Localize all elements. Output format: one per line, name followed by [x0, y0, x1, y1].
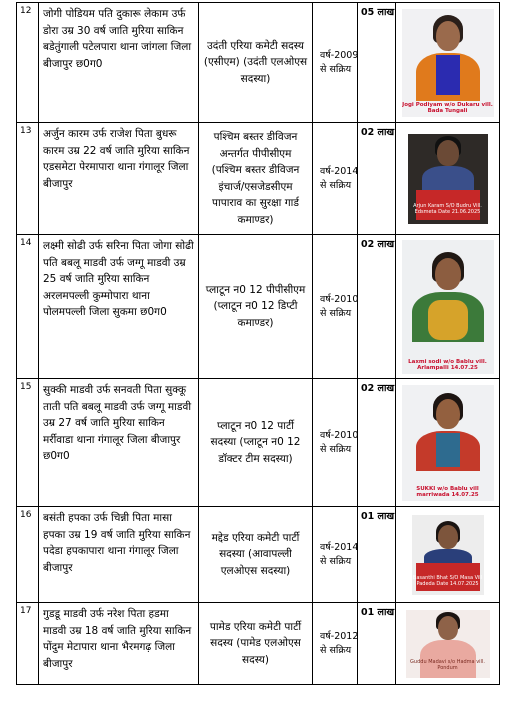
cadre-photo	[402, 9, 494, 117]
table-row	[17, 603, 500, 685]
surrendered-cadre-table	[16, 2, 500, 685]
bounty-amount: 02 लाख	[358, 235, 396, 379]
serial-number: 16	[17, 507, 39, 603]
table-row	[17, 379, 500, 507]
active-since: वर्ष-2012 से सक्रिय	[313, 603, 358, 685]
active-since: वर्ष-2014 से सक्रिय	[313, 123, 358, 235]
active-since: वर्ष-2009 से सक्रिय	[313, 3, 358, 123]
serial-number: 17	[17, 603, 39, 685]
cadre-post: मद्देड एरिया कमेटी पार्टी सदस्या (आवापल्ली एलओएस सदस्या)	[199, 507, 313, 603]
table-row	[17, 507, 500, 603]
serial-number: 14	[17, 235, 39, 379]
photo-caption: Jogi Podiyam w/o Dukaru vill. Bada Tungali	[402, 101, 493, 114]
photo-caption: SUKKI w/o Bablu vill marriwada 14.07.25	[416, 485, 479, 498]
cadre-photo	[408, 134, 488, 224]
photo-caption: Laxmi sodi w/o Bablu vill. Arlampalli 14.07.25	[408, 358, 487, 371]
cadre-photo	[402, 385, 494, 501]
cadre-post: उदंती एरिया कमेटी सदस्य (एसीएम) (उदंती एलओएस सदस्या)	[199, 3, 313, 123]
cadre-post: प्लाटून न0 12 पार्टी सदस्या (प्लाटून न0 12 डॉक्टर टीम सदस्या)	[199, 379, 313, 507]
active-since: वर्ष-2014 से सक्रिय	[313, 507, 358, 603]
cadre-description: गुडडू माडवी उर्फ नरेश पिता हडमा माडवी उम्र 18 वर्ष जाति मुरिया साकिन पोंदुम मेटापारा थाना भैरमगढ़ जिला बीजापुर	[39, 603, 199, 685]
bounty-amount: 01 लाख	[358, 507, 396, 603]
cadre-post: पामेड एरिया कमेटी पार्टी सदस्य (पामेड एलओएस सदस्य)	[199, 603, 313, 685]
cadre-description: जोगी पोडियम पति दुकारू लेकाम उर्फ डोरा उम्र 30 वर्ष जाति मुरिया साकिन बडेतुंगाली पटेलपारा थाना जांगला जिला बीजापुर छ0ग0	[39, 3, 199, 123]
cadre-description: लक्ष्मी सोढी उर्फ सरिना पिता जोगा सोढी पति बबलू माडवी उर्फ जग्गू माडवी उम्र 25 वर्ष जाति मुरिया साकिन अरलमपल्ली कुम्मोपारा थाना पोलमपल्ली जिला सुकमा छ0ग0	[39, 235, 199, 379]
cadre-description: सुक्की माडवी उर्फ सनवती पिता सुक्कू ताती पति बबलू माडवी उर्फ जग्गू माडवी उम्र 27 वर्ष जाति मुरिया साकिन मर्रीवाडा थाना गंगालूर जिला बीजापुर छ0ग0	[39, 379, 199, 507]
bounty-amount: 02 लाख	[358, 379, 396, 507]
serial-number: 13	[17, 123, 39, 235]
cadre-photo	[406, 610, 490, 678]
serial-number: 15	[17, 379, 39, 507]
cadre-post: प्लाटून न0 12 पीपीसीएम (प्लाटून न0 12 डिप्टी कमाण्डर)	[199, 235, 313, 379]
photo-caption: Arjun Karam S/O Budru Vill. Edsmeta Date 21.06.2025	[413, 202, 482, 215]
cadre-photo	[412, 515, 484, 595]
photo-caption: Basanthi Bhat S/O Masa Vill Padeda Date 14.07.2025	[412, 574, 483, 587]
active-since: वर्ष-2010 से सक्रिय	[313, 235, 358, 379]
table-row	[17, 123, 500, 235]
table-row	[17, 3, 500, 123]
table-row	[17, 235, 500, 379]
active-since: वर्ष-2010 से सक्रिय	[313, 379, 358, 507]
cadre-description: बसंती हपका उर्फ चिन्नी पिता मासा हपका उम्र 19 वर्ष जाति मुरिया साकिन पदेडा हपकापारा थाना गंगालूर जिला बीजापुर	[39, 507, 199, 603]
serial-number: 12	[17, 3, 39, 123]
cadre-description: अर्जुन कारम उर्फ राजेश पिता बुधरू कारम उम्र 22 वर्ष जाति मुरिया साकिन एडसमेटा पेरमापारा थाना गंगालूर जिला बीजापुर	[39, 123, 199, 235]
cadre-post: पश्चिम बस्तर डीविजन अन्तर्गत पीपीसीएम (पश्चिम बस्तर डीविजन इंचार्ज/एसजेडसीएम पापाराव का सुरक्षा गार्ड कमाण्डर)	[199, 123, 313, 235]
cadre-photo	[402, 240, 494, 374]
bounty-amount: 05 लाख	[358, 3, 396, 123]
photo-caption: Guddu Madavi s/o Hadma vill. Pondum	[410, 658, 485, 671]
bounty-amount: 02 लाख	[358, 123, 396, 235]
bounty-amount: 01 लाख	[358, 603, 396, 685]
